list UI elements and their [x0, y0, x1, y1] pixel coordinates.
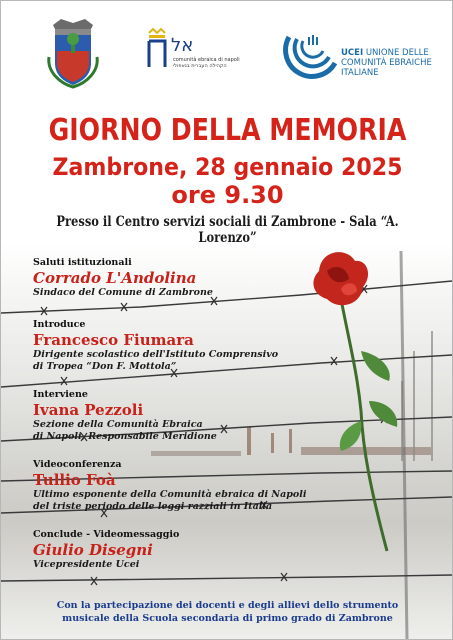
svg-text:אל: אל: [171, 35, 194, 56]
ucei-line3: ITALIANE: [341, 67, 379, 78]
footer-note: Con la partecipazione dei docenti e degli allievi dello strumento musicale della Scuola secondaria di primo grado di Zambrone: [56, 600, 399, 624]
program-role: Videoconferenza: [33, 459, 122, 470]
ucei-line1: UNIONE DELLE: [365, 48, 429, 58]
program-item: [33, 529, 179, 571]
program-role: Interviene: [33, 389, 88, 400]
program-item: [33, 319, 278, 373]
program-item: [33, 257, 213, 299]
ucei-logo: [283, 29, 443, 89]
jewish-community-line1: comunità ebraica di napoli: [173, 57, 240, 63]
program-desc: Vicepresidente Ucei: [33, 559, 140, 570]
program-name: Giulio Disegni: [33, 541, 153, 559]
program-desc: Ultimo esponente della Comunità ebraica di Napoli del triste periodo delle leggi razziali in Italia: [33, 489, 307, 512]
event-title: GIORNO DELLA MEMORIA: [48, 113, 407, 148]
program-name: Ivana Pezzoli: [33, 401, 144, 419]
program-desc: Sezione della Comunità Ebraica di Napoli, Responsabile Meridione: [33, 419, 217, 442]
event-time: ore 9.30: [171, 181, 284, 209]
municipal-crest: [45, 17, 101, 89]
barbed-wire-scene: [1, 251, 452, 639]
event-venue: Presso il Centro servizi sociali di Zambrone - Sala “A. Lorenzo”: [56, 214, 399, 246]
program-desc: Sindaco del Comune di Zambrone: [33, 287, 213, 298]
program-role: Introduce: [33, 319, 86, 330]
program-role: Conclude - Videomessaggio: [33, 529, 180, 540]
jewish-community-line2: הקהילה העברית בנאפולי: [173, 63, 227, 70]
event-place-date: Zambrone, 28 gennaio 2025: [52, 153, 403, 181]
program-desc: Dirigente scolastico dell'Istituto Comprensivo di Tropea “Don F. Mottola”: [33, 349, 279, 372]
program-name: Corrado L'Andolina: [33, 269, 197, 287]
program-item: [33, 459, 306, 513]
program-name: Francesco Fiumara: [33, 331, 194, 349]
program-role: Saluti istituzionali: [33, 257, 132, 268]
program-name: Tullio Foà: [33, 471, 116, 489]
menorah-logo: [141, 27, 240, 75]
program-item: [33, 389, 217, 443]
ucei-line2: COMUNITÀ EBRAICHE: [341, 57, 432, 68]
ucei-acronym: UCEI: [341, 48, 364, 58]
